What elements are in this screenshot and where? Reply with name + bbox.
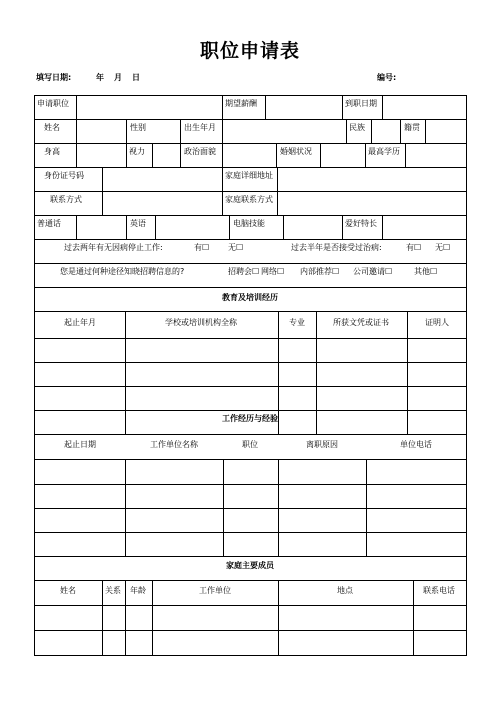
table-rule-vertical [125, 311, 126, 434]
label-birth: 出生年月 [184, 123, 216, 132]
table-rule-vertical [265, 95, 266, 119]
table-rule-vertical [102, 580, 103, 656]
table-rule-horizontal [34, 434, 467, 435]
label-hobbies: 爱好特长 [345, 219, 377, 228]
table-rule-vertical [76, 143, 77, 167]
table-rule-vertical [382, 95, 383, 119]
edu-col-certificate: 所获文凭或证书 [333, 318, 389, 327]
label-computer: 电脑技能 [233, 219, 265, 228]
table-rule-horizontal [34, 95, 467, 96]
table-rule-horizontal [34, 386, 467, 387]
work-col-reason: 离职原因 [306, 440, 338, 449]
work-col-position: 职位 [242, 440, 258, 449]
checkbox-invitation[interactable]: 公司邀请☐ [353, 267, 393, 276]
checkbox-other[interactable]: 其他☐ [414, 267, 438, 276]
table-rule-vertical [365, 143, 366, 167]
label-ethnicity: 民族 [349, 123, 365, 132]
table-rule-horizontal [34, 362, 467, 363]
checkbox-internet[interactable]: 网络☐ [261, 267, 285, 276]
label-id-no: 身份证号码 [44, 171, 84, 180]
fill-date-label: 填写日期: [36, 73, 72, 82]
year-label: 年 [96, 73, 104, 82]
table-rule-vertical [425, 119, 426, 143]
table-rule-vertical [126, 119, 127, 143]
table-rule-vertical [223, 459, 224, 557]
table-rule-vertical [277, 167, 278, 215]
table-rule-horizontal [34, 580, 467, 581]
section-title-work: 工作经历与经验 [222, 414, 278, 423]
question-treatment: 过去半年是否接受过治病: [291, 243, 382, 252]
family-col-age: 年龄 [130, 586, 146, 595]
table-rule-horizontal [34, 287, 467, 288]
edu-col-school: 学校或培训机构全称 [165, 318, 237, 327]
work-col-phone: 单位电话 [400, 440, 432, 449]
table-rule-vertical [125, 459, 126, 557]
serial-number-label: 编号: [377, 73, 397, 82]
checkbox-sick-leave-no[interactable]: 无☐ [228, 243, 244, 252]
table-rule-vertical [346, 119, 347, 143]
label-vision: 视力 [129, 147, 145, 156]
table-rule-vertical [180, 143, 181, 167]
table-rule-vertical [125, 580, 126, 656]
label-education: 最高学历 [368, 147, 400, 156]
table-rule-vertical [155, 215, 156, 239]
section-title-education: 教育及培训经历 [222, 293, 278, 302]
table-rule-vertical [152, 580, 153, 656]
table-rule-horizontal [34, 508, 467, 509]
table-rule-horizontal [34, 410, 467, 411]
table-rule-vertical [126, 143, 127, 167]
label-marital: 婚姻状况 [280, 147, 312, 156]
table-rule-vertical [229, 215, 230, 239]
checkbox-sick-leave-yes[interactable]: 有☐ [194, 243, 210, 252]
section-title-family: 家庭主要成员 [226, 561, 274, 570]
label-native-place: 籍贯 [404, 123, 420, 132]
page-title: 职位申请表 [199, 40, 300, 62]
table-rule-horizontal [34, 630, 467, 631]
label-home-contact: 家庭联系方式 [225, 195, 273, 204]
label-name: 姓名 [44, 123, 60, 132]
table-rule-vertical [466, 95, 467, 656]
table-rule-horizontal [34, 191, 467, 192]
label-home-address: 家庭详细地址 [225, 171, 273, 180]
table-rule-vertical [407, 311, 408, 434]
label-mandarin: 普通话 [37, 219, 61, 228]
table-rule-vertical [405, 143, 406, 167]
checkbox-referral[interactable]: 内部推荐☐ [300, 267, 340, 276]
table-rule-vertical [342, 95, 343, 119]
table-rule-horizontal [34, 605, 467, 606]
table-rule-horizontal [34, 338, 467, 339]
work-col-period: 起止日期 [64, 440, 96, 449]
table-rule-vertical [278, 580, 279, 656]
family-col-location: 地点 [337, 586, 353, 595]
table-rule-vertical [76, 95, 77, 119]
table-rule-horizontal [34, 119, 467, 120]
edu-col-major: 专业 [289, 318, 305, 327]
table-rule-vertical [222, 95, 223, 119]
table-rule-vertical [400, 119, 401, 143]
table-rule-vertical [382, 215, 383, 239]
table-rule-horizontal [34, 167, 467, 168]
table-rule-horizontal [34, 556, 467, 557]
table-rule-horizontal [34, 311, 467, 312]
table-rule-vertical [320, 143, 321, 167]
edu-col-reference: 证明人 [425, 318, 449, 327]
table-rule-vertical [76, 215, 77, 239]
table-rule-horizontal [34, 532, 467, 533]
family-col-employer: 工作单位 [199, 586, 231, 595]
label-english: 英语 [130, 219, 146, 228]
checkbox-job-fair[interactable]: 招聘会☐ [228, 267, 260, 276]
table-rule-vertical [316, 311, 317, 434]
table-rule-vertical [126, 215, 127, 239]
table-rule-horizontal [34, 655, 467, 656]
table-rule-horizontal [34, 459, 467, 460]
label-contact: 联系方式 [50, 195, 82, 204]
checkbox-treatment-yes[interactable]: 有☐ [406, 243, 422, 252]
table-rule-horizontal [34, 215, 467, 216]
table-rule-vertical [102, 167, 103, 215]
table-rule-horizontal [34, 484, 467, 485]
work-col-employer: 工作单位名称 [150, 440, 198, 449]
table-rule-vertical [152, 143, 153, 167]
label-start-date: 到职日期 [345, 99, 377, 108]
label-political: 政治面貌 [184, 147, 216, 156]
table-rule-horizontal [34, 239, 467, 240]
label-expected-salary: 期望薪酬 [225, 99, 257, 108]
month-label: 月 [114, 73, 122, 82]
family-col-name: 姓名 [60, 586, 76, 595]
table-rule-vertical [276, 143, 277, 167]
family-col-relation: 关系 [105, 586, 121, 595]
table-rule-vertical [278, 311, 279, 434]
table-rule-vertical [278, 459, 279, 557]
table-rule-vertical [342, 215, 343, 239]
question-sick-leave: 过去两年有无因病停止工作: [64, 243, 163, 252]
fill-date-parts [96, 72, 150, 83]
edu-col-period: 起止年月 [64, 318, 96, 327]
table-rule-vertical [222, 143, 223, 167]
table-rule-vertical [366, 459, 367, 557]
day-label: 日 [132, 73, 140, 82]
family-col-phone: 联系电话 [423, 586, 455, 595]
table-rule-vertical [180, 119, 181, 143]
table-rule-horizontal [34, 263, 467, 264]
table-rule-vertical [76, 119, 77, 143]
table-rule-vertical [283, 215, 284, 239]
table-rule-horizontal [34, 143, 467, 144]
label-height: 身高 [44, 147, 60, 156]
table-rule-vertical [222, 167, 223, 215]
label-position: 申请职位 [37, 99, 69, 108]
question-source: 您是通过何种途径知晓招聘信息的? [60, 267, 185, 276]
table-rule-vertical [371, 119, 372, 143]
table-rule-vertical [222, 119, 223, 143]
label-gender: 性别 [130, 123, 146, 132]
checkbox-treatment-no[interactable]: 无☐ [435, 243, 451, 252]
table-rule-vertical [34, 95, 35, 656]
table-rule-vertical [413, 580, 414, 656]
